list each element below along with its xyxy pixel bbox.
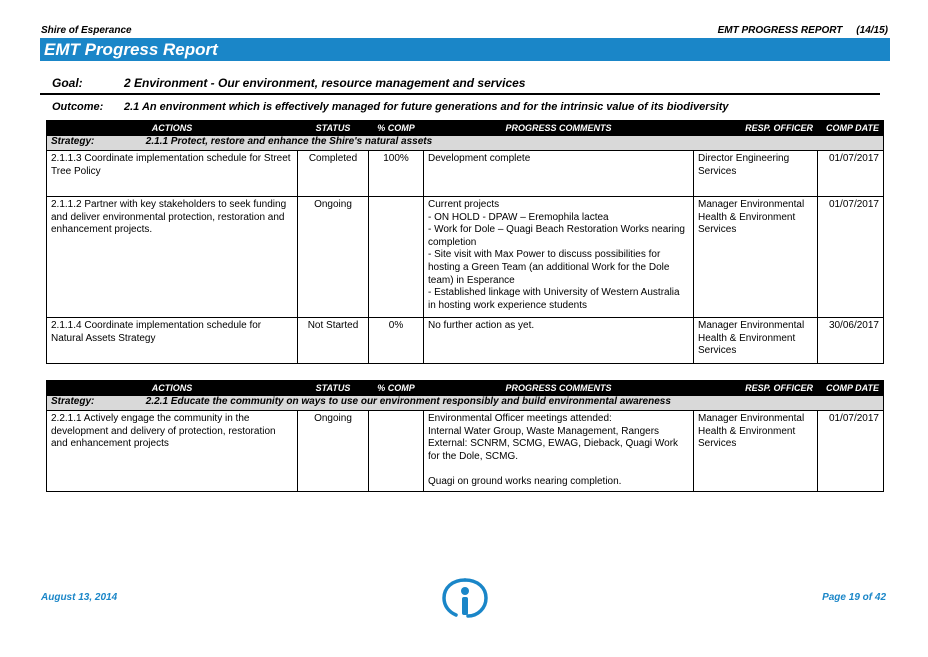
strategy-row bbox=[47, 396, 884, 411]
table-row bbox=[47, 151, 884, 197]
comment-line: - Established linkage with University of Western Australia in hosting work experience students bbox=[428, 287, 680, 311]
comment-line: Environmental Officer meetings attended: bbox=[428, 413, 612, 424]
pct-cell: 0% bbox=[369, 318, 424, 364]
goal-text: 2 Environment - Our environment, resource management and services bbox=[124, 76, 526, 90]
col-header-status: STATUS bbox=[298, 381, 369, 396]
comments-cell bbox=[424, 151, 694, 197]
officer-cell: Manager Environmental Health & Environment Services bbox=[694, 318, 818, 364]
footer-page-number: Page 19 of 42 bbox=[822, 592, 886, 603]
shire-logo-icon bbox=[442, 578, 488, 618]
comments-cell bbox=[424, 318, 694, 364]
strategy-label: Strategy: bbox=[51, 136, 95, 147]
col-header-actions: ACTIONS bbox=[47, 121, 298, 136]
date-cell: 01/07/2017 bbox=[818, 411, 884, 492]
progress-table-2 bbox=[46, 380, 884, 492]
report-title-page: EMT PROGRESS REPORT (14/15) bbox=[717, 25, 888, 36]
comment-line: No further action as yet. bbox=[428, 320, 535, 331]
date-cell: 01/07/2017 bbox=[818, 151, 884, 197]
comment-line: Quagi on ground works nearing completion. bbox=[428, 475, 622, 487]
table-row bbox=[47, 411, 884, 492]
outcome-label: Outcome: bbox=[52, 101, 104, 113]
footer-date: August 13, 2014 bbox=[41, 592, 118, 603]
action-cell: 2.1.1.3 Coordinate implementation schedule for Street Tree Policy bbox=[47, 151, 298, 197]
col-header-date: COMP DATE bbox=[818, 121, 884, 136]
status-cell: Not Started bbox=[298, 318, 369, 364]
comment-line: Development complete bbox=[428, 153, 531, 164]
col-header-status: STATUS bbox=[298, 121, 369, 136]
status-cell: Completed bbox=[298, 151, 369, 197]
organisation-name: Shire of Esperance bbox=[41, 25, 132, 36]
strategy-text: 2.2.1 Educate the community on ways to use our environment responsibly and build environmental awareness bbox=[145, 396, 671, 407]
status-cell: Ongoing bbox=[298, 411, 369, 492]
officer-cell: Manager Environmental Health & Environment Services bbox=[694, 197, 818, 318]
pct-cell: 100% bbox=[369, 151, 424, 197]
col-header-comp: % COMP bbox=[369, 121, 424, 136]
comment-line: Current projects bbox=[428, 199, 500, 210]
col-header-comp: % COMP bbox=[369, 381, 424, 396]
strategy-row bbox=[47, 136, 884, 151]
col-header-comments: PROGRESS COMMENTS bbox=[424, 381, 694, 396]
action-cell: 2.2.1.1 Actively engage the community in the development and delivery of protection, restoration and enhancement projects bbox=[47, 411, 298, 492]
col-header-comments: PROGRESS COMMENTS bbox=[424, 121, 694, 136]
action-cell: 2.1.1.4 Coordinate implementation schedule for Natural Assets Strategy bbox=[47, 318, 298, 364]
table-row bbox=[47, 197, 884, 318]
col-header-date: COMP DATE bbox=[818, 381, 884, 396]
col-header-officer: RESP. OFFICER bbox=[694, 381, 818, 396]
pct-cell bbox=[369, 197, 424, 318]
goal-label: Goal: bbox=[52, 76, 83, 90]
date-cell: 30/06/2017 bbox=[818, 318, 884, 364]
officer-cell: Manager Environmental Health & Environment Services bbox=[694, 411, 818, 492]
status-cell: Ongoing bbox=[298, 197, 369, 318]
pct-cell bbox=[369, 411, 424, 492]
comment-blank-line bbox=[428, 463, 689, 476]
col-header-officer: RESP. OFFICER bbox=[694, 121, 818, 136]
goal-row bbox=[40, 76, 880, 95]
action-cell: 2.1.1.2 Partner with key stakeholders to seek funding and deliver environmental protection, restoration and enhancement projects. bbox=[47, 197, 298, 318]
comment-line: - Site visit with Max Power to discuss possibilities for hosting a Green Team (an additional Work for the Dole team) in Esperance bbox=[428, 249, 670, 286]
comments-cell bbox=[424, 197, 694, 318]
comment-line: Internal Water Group, Waste Management, Rangers bbox=[428, 425, 660, 437]
table-row bbox=[47, 318, 884, 364]
comments-cell bbox=[424, 411, 694, 492]
date-cell: 01/07/2017 bbox=[818, 197, 884, 318]
progress-table-1 bbox=[46, 120, 884, 364]
comment-line: - ON HOLD - DPAW – Eremophila lactea bbox=[428, 211, 609, 223]
comment-line: - Work for Dole – Quagi Beach Restoration Works nearing completion bbox=[428, 224, 685, 248]
report-banner: EMT Progress Report bbox=[40, 38, 890, 61]
comment-line: External: SCNRM, SCMG, EWAG, Dieback, Quagi Work for the Dole, SCMG. bbox=[428, 438, 679, 462]
outcome-text: 2.1 An environment which is effectively managed for future generations and for the intrinsic value of its biodiversity bbox=[124, 101, 729, 113]
strategy-label: Strategy: bbox=[51, 396, 95, 407]
col-header-actions: ACTIONS bbox=[47, 381, 298, 396]
strategy-text: 2.1.1 Protect, restore and enhance the Shire's natural assets bbox=[145, 136, 433, 147]
officer-cell: Director Engineering Services bbox=[694, 151, 818, 197]
